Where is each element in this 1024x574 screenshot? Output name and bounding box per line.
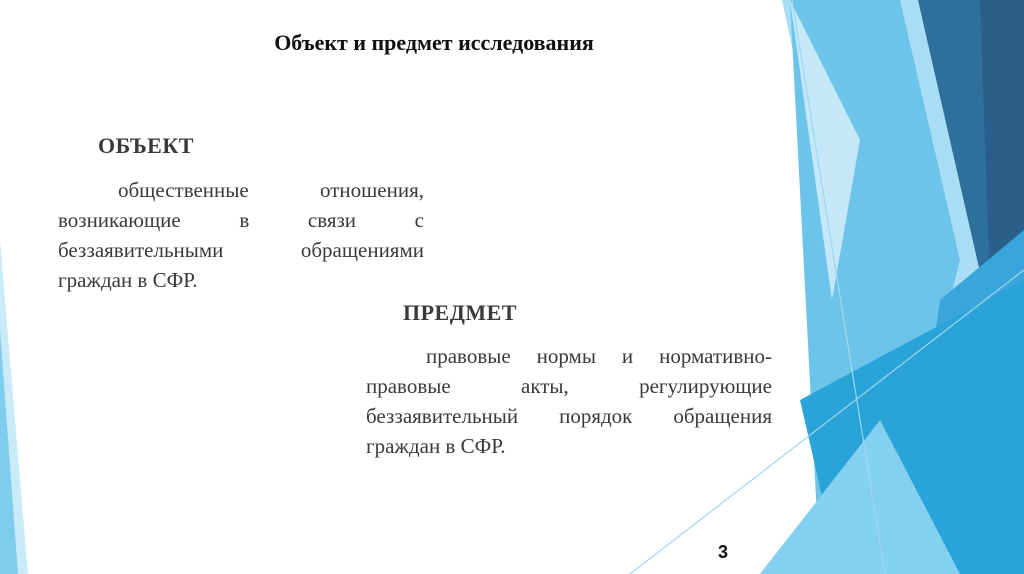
object-description: общественные отношения, возникающие в связи с беззаявительными обращениями граждан в СФР. [58, 178, 424, 292]
subject-description: правовые нормы и нормативно-правовые акты, регулирующие беззаявительный порядок обращения граждан в СФР. [366, 344, 772, 458]
object-heading: ОБЪЕКТ [98, 133, 194, 158]
subject-heading: ПРЕДМЕТ [403, 300, 517, 325]
page-number: 3 [718, 542, 729, 562]
slide-title: Объект и предмет исследования [274, 30, 594, 55]
